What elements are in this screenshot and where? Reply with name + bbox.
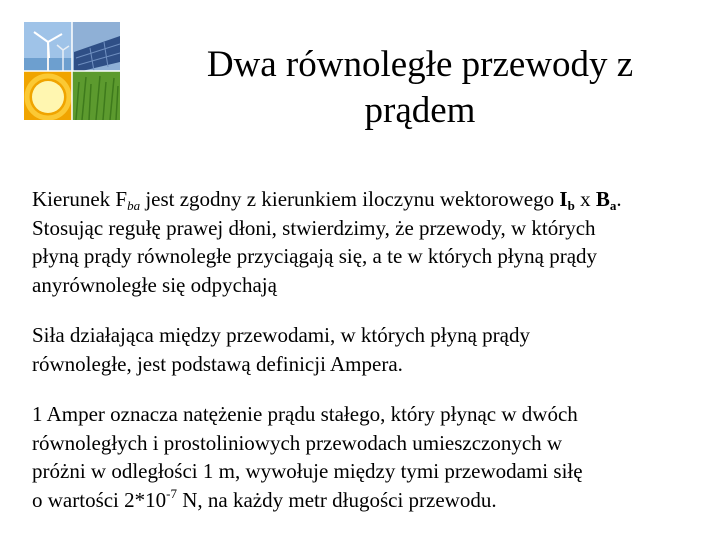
- paragraph-line: [32, 486, 716, 515]
- slide-title: [140, 42, 700, 134]
- title-line-2: prądem: [364, 90, 476, 131]
- text-segment: .: [616, 187, 622, 211]
- paragraph-line: Siła działająca między przewodami, w których płyną prądy: [32, 323, 530, 347]
- sun-icon: [27, 76, 69, 118]
- paragraph-line: próżni w odległości 1 m, wywołuje między tymi przewodami siłę: [32, 459, 583, 483]
- paragraph-line: 1 Amper oznacza natężenie prądu stałego, który płynąc w dwóch: [32, 402, 578, 426]
- paragraph-line: anyrównoległe się odpychają: [32, 272, 277, 297]
- subscript-b: b: [567, 198, 575, 213]
- text-segment: x: [574, 187, 596, 211]
- title-line-1: Dwa równoległe przewody z: [206, 44, 634, 85]
- paragraph-line: równoległych i prostoliniowych przewodach umieszczonych w: [32, 430, 563, 455]
- paragraph-direction: [32, 185, 716, 299]
- text-segment: N, na każdy metr długości przewodu.: [177, 487, 497, 512]
- paragraph-line: płyną prądy równoległe przyciągają się, a te w których płyną prądy: [32, 244, 598, 268]
- text-segment: o wartości 2*10: [32, 487, 167, 512]
- paragraph-line: Stosując regułę prawej dłoni, stwierdzimy, że przewody, w których: [32, 215, 596, 240]
- subscript-ba: ba: [127, 198, 141, 213]
- vector-I: I: [559, 187, 568, 211]
- vector-B: B: [595, 187, 610, 211]
- text-segment: Kierunek F: [32, 187, 128, 211]
- slide-body: [32, 185, 716, 536]
- paragraph-line: [32, 185, 716, 214]
- paragraph-line: równoległe, jest podstawą definicji Ampera.: [32, 351, 403, 376]
- paragraph-ampere-basis: [32, 321, 716, 378]
- subscript-a: a: [609, 198, 617, 213]
- energy-collage-icon: [24, 22, 120, 120]
- superscript-exponent: -7: [166, 485, 177, 501]
- text-segment: jest zgodny z kierunkiem iloczynu wektorowego: [140, 187, 560, 211]
- paragraph-ampere-definition: [32, 400, 716, 514]
- renewable-energy-logo: [24, 22, 120, 120]
